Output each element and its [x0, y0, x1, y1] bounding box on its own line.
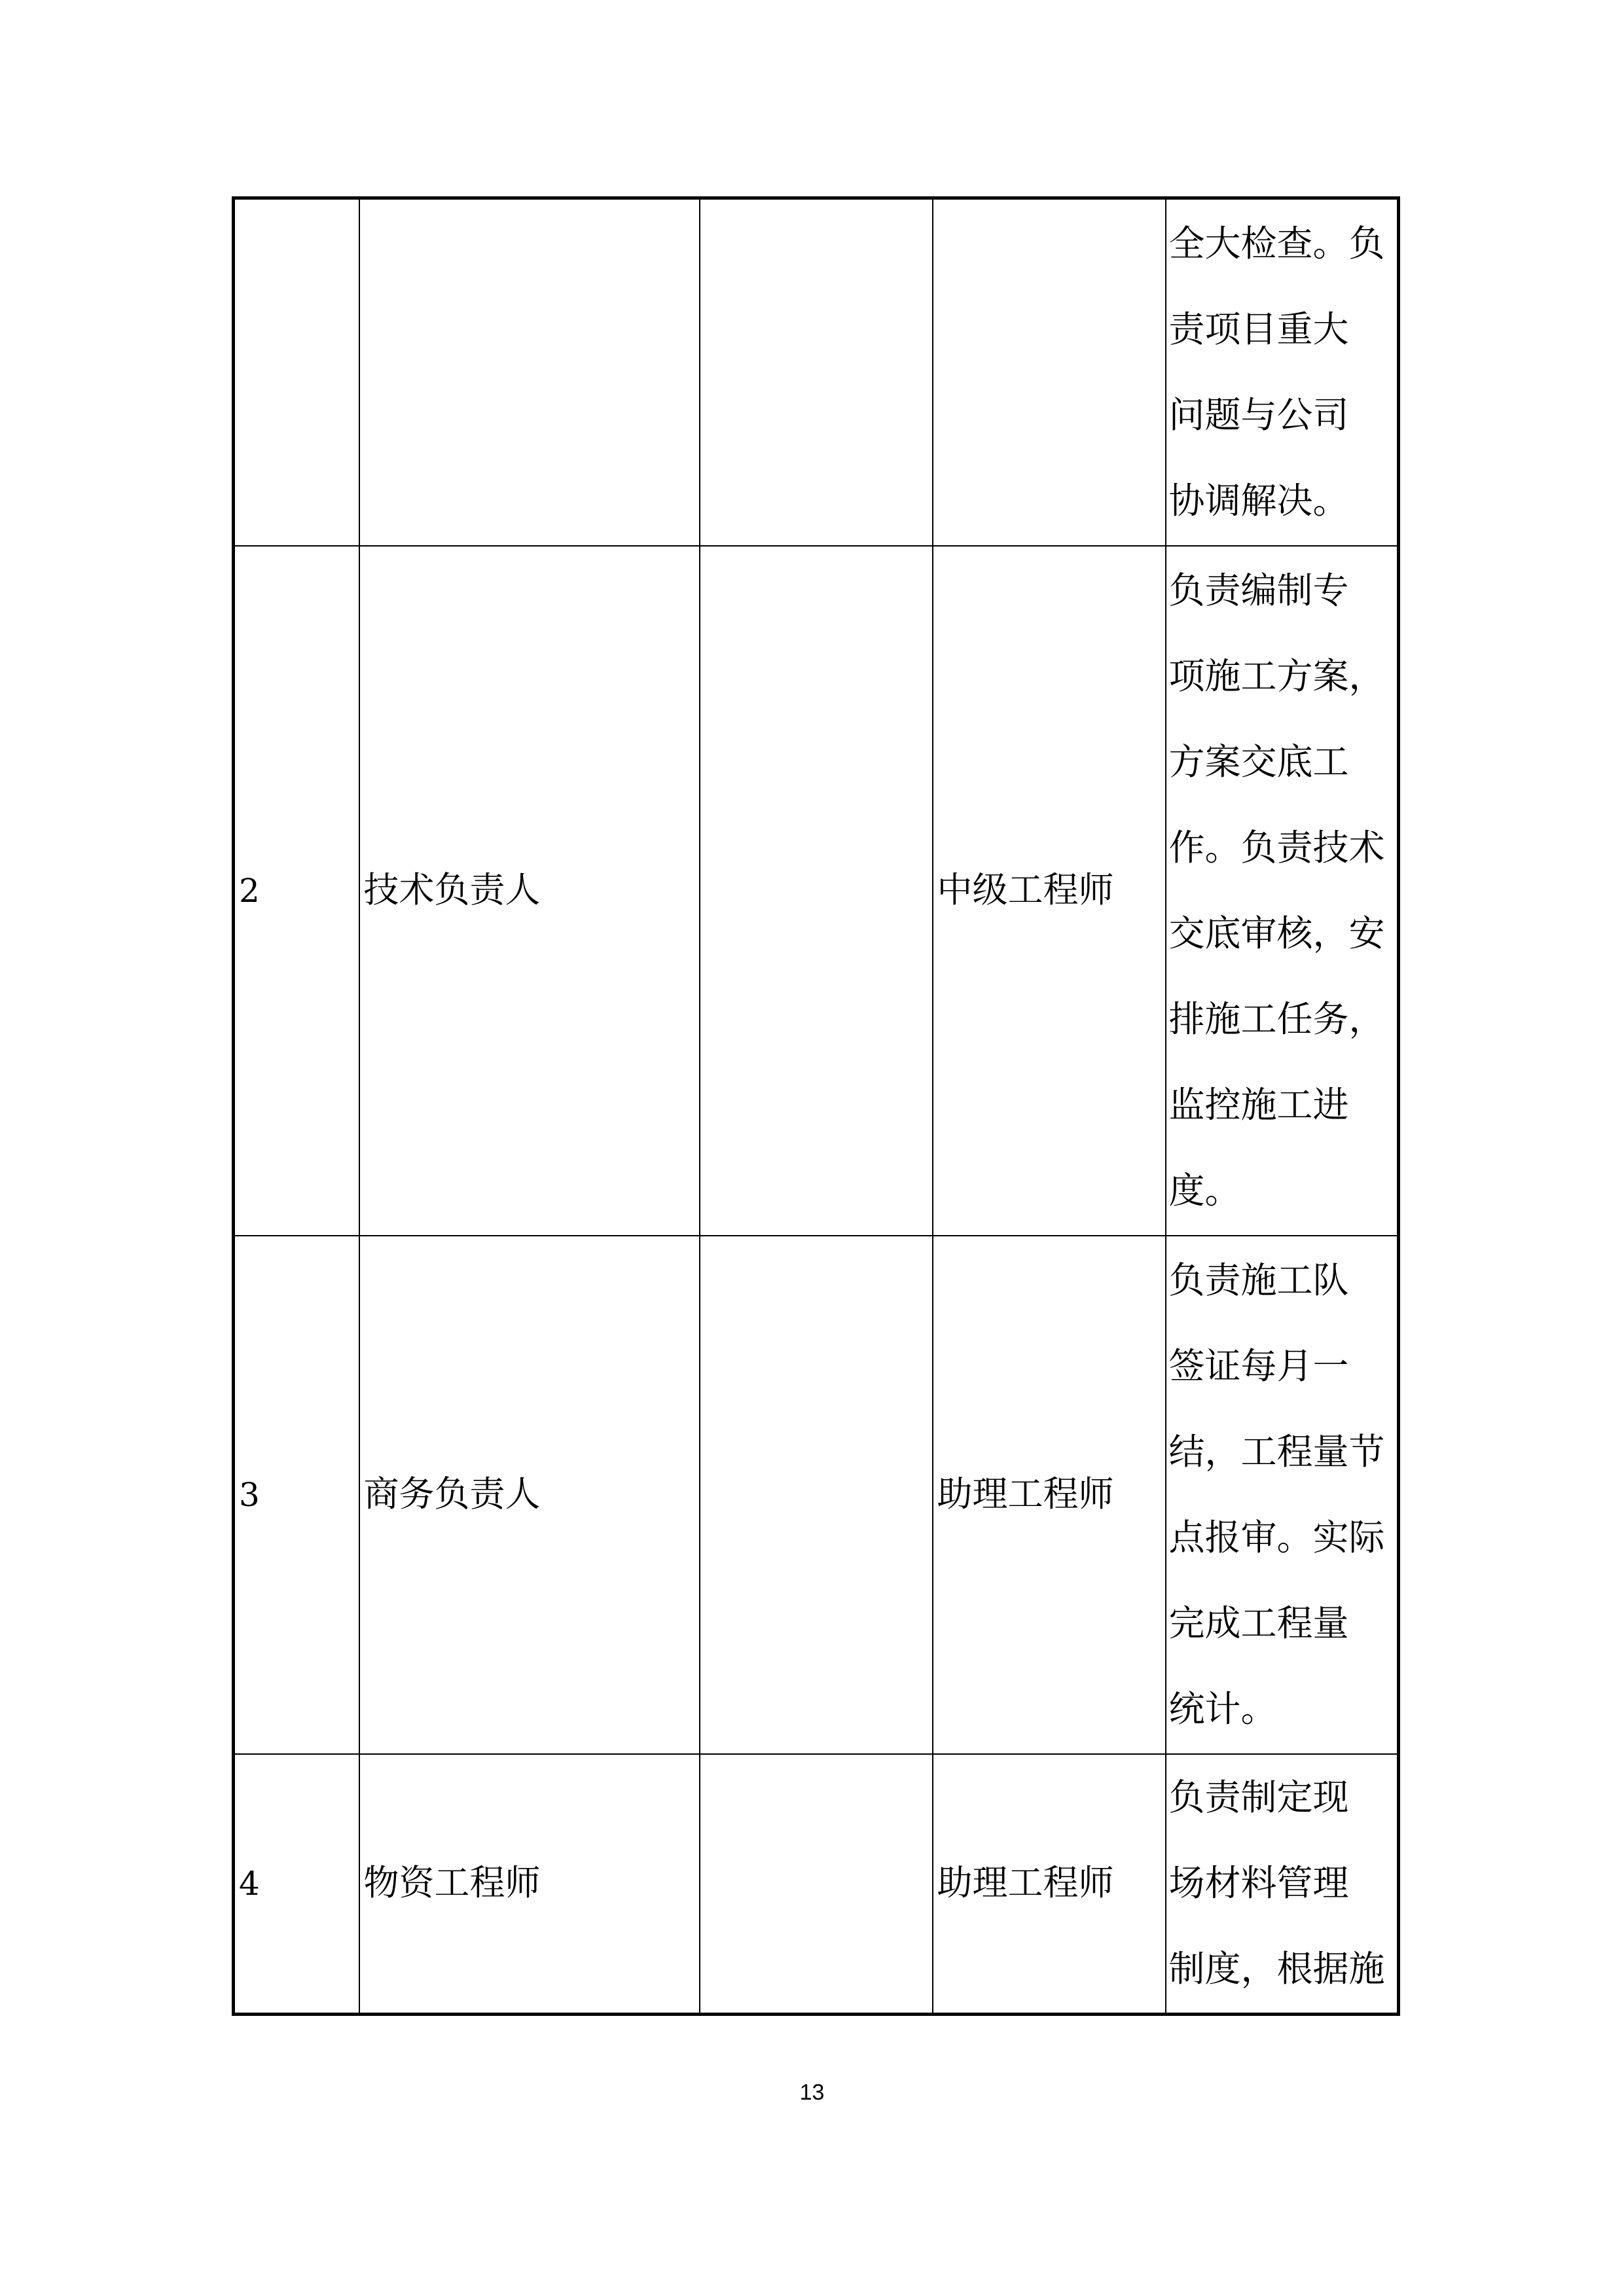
table-row: [234, 1754, 1399, 2015]
position-cell: [359, 198, 700, 546]
duty-text: [1166, 1755, 1398, 2012]
duty-line: 监控施工进: [1168, 1083, 1349, 1126]
title-cell: [933, 198, 1166, 546]
duty-line: 作。负责技术: [1168, 826, 1385, 869]
title-cell: 助理工程师: [933, 1754, 1166, 2015]
name-cell: [700, 198, 933, 546]
title-cell: 中级工程师: [933, 546, 1166, 1236]
name-cell: [700, 546, 933, 1236]
title-cell: 助理工程师: [933, 1236, 1166, 1754]
position-cell: 商务负责人: [359, 1236, 700, 1754]
duty-line: 项施工方案，: [1168, 655, 1385, 697]
duty-line: 负责制定现: [1168, 1776, 1349, 1819]
duty-cell: [1166, 198, 1399, 546]
duty-line: 问题与公司: [1168, 393, 1349, 436]
position-cell: 物资工程师: [359, 1754, 700, 2015]
table-row: [234, 546, 1399, 1236]
duty-line: 负责施工队: [1168, 1259, 1349, 1301]
duty-line: 完成工程量: [1168, 1602, 1349, 1644]
name-cell: [700, 1754, 933, 2015]
duty-line: 全大检查。负: [1168, 222, 1385, 264]
table-row: [234, 198, 1399, 546]
name-cell: [700, 1236, 933, 1754]
duty-cell: [1166, 1754, 1399, 2015]
number-cell: 2: [234, 546, 359, 1236]
duty-line: 协调解决。: [1168, 479, 1349, 522]
duty-cell: [1166, 546, 1399, 1236]
page-number: 13: [799, 2080, 825, 2105]
duty-line: 点报审。实际: [1168, 1516, 1385, 1558]
duty-line: 交底审核，安: [1168, 912, 1385, 954]
number-cell: [234, 198, 359, 546]
table-row: [234, 1236, 1399, 1754]
number-cell: 3: [234, 1236, 359, 1754]
duty-line: 排施工任务，: [1168, 997, 1385, 1040]
duty-line: 度。: [1168, 1169, 1241, 1211]
duty-line: 统计。: [1168, 1687, 1277, 1730]
number-cell: 4: [234, 1754, 359, 2015]
duty-line: 制度，根据施: [1168, 1948, 1385, 1990]
duty-line: 结，工程量节: [1168, 1430, 1385, 1473]
staff-duty-table: [232, 196, 1400, 2016]
duty-line: 方案交底工: [1168, 740, 1349, 783]
duty-text: [1166, 201, 1398, 544]
duty-line: 场材料管理: [1168, 1862, 1349, 1905]
position-cell: 技术负责人: [359, 546, 700, 1236]
duty-line: 责项目重大: [1168, 308, 1349, 350]
duty-text: [1166, 1238, 1398, 1752]
duty-line: 签证每月一: [1168, 1344, 1349, 1387]
duty-text: [1166, 548, 1398, 1234]
duty-cell: [1166, 1236, 1399, 1754]
duty-line: 负责编制专: [1168, 569, 1349, 611]
